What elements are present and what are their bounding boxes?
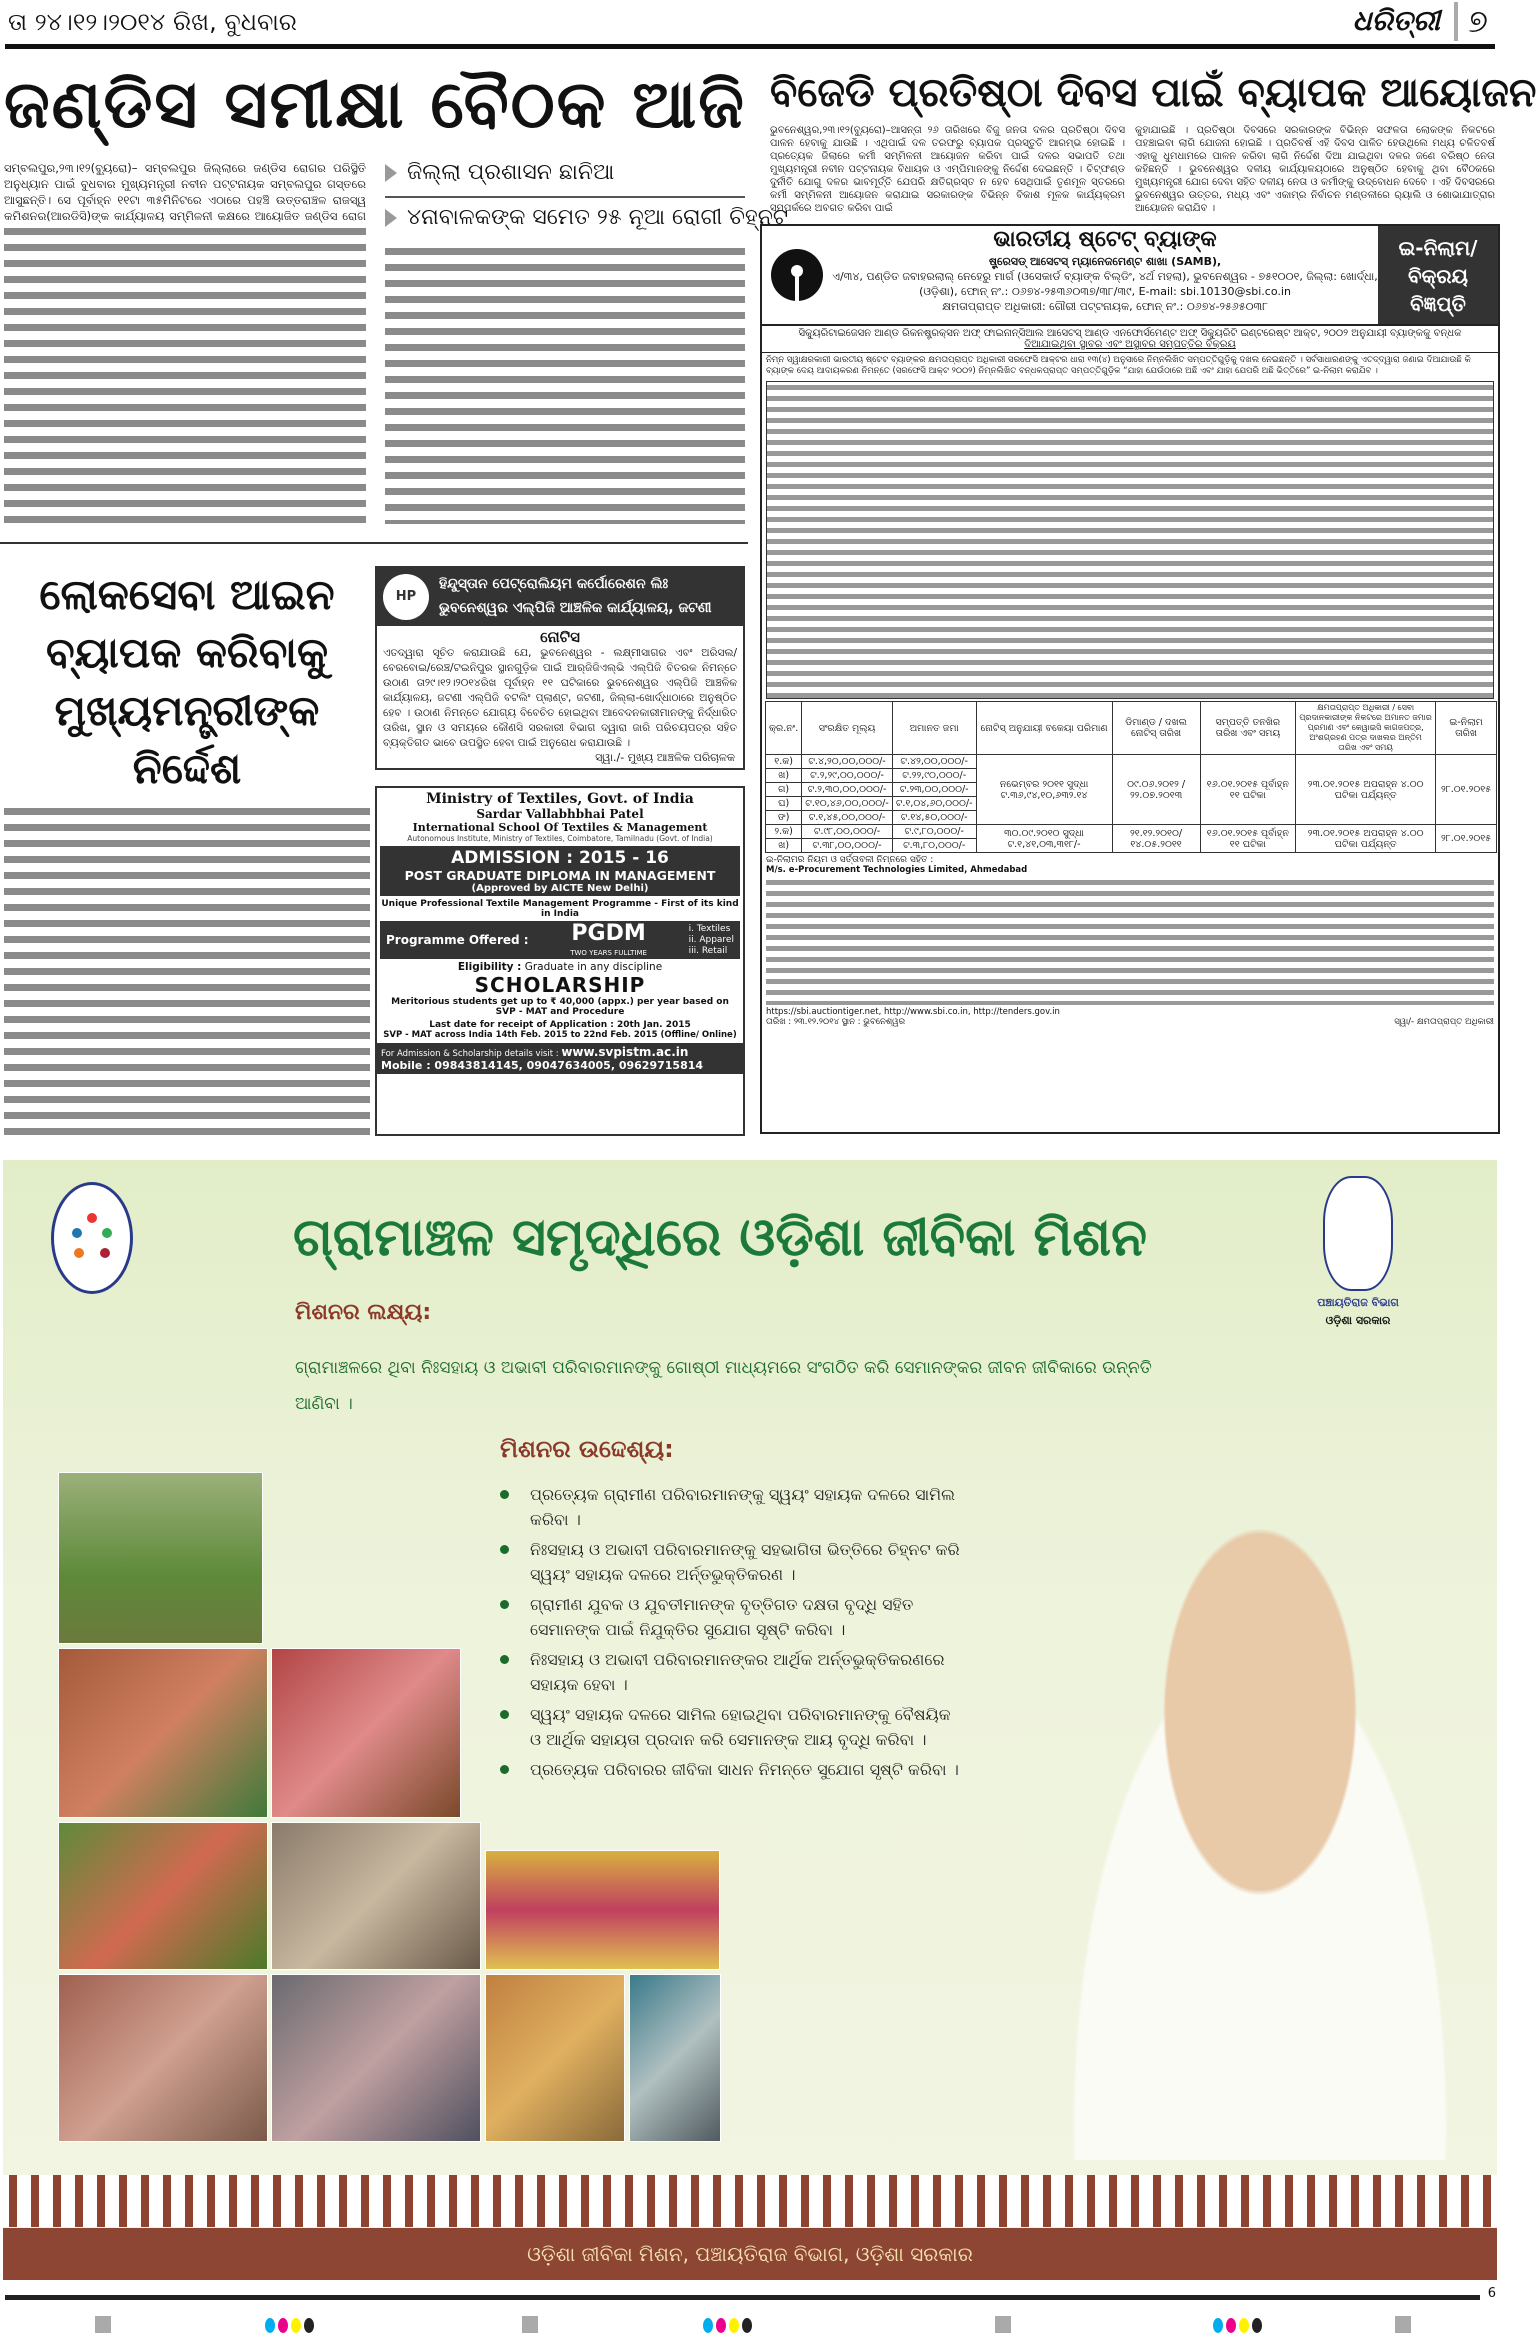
issue-date: ତା ୨୪।୧୨।୨୦୧୪ ରିଖ, ବୁଧବାର	[8, 8, 297, 36]
table-cell: ଟ.୨,୩୦,୦୦,୦୦୦/-	[802, 783, 893, 797]
table-cell: ଟ.୧୪,୫୦,୦୦୦/-	[892, 811, 976, 825]
scholarship-title: SCHOLARSHIP	[474, 973, 646, 997]
table-header-row	[766, 702, 1497, 755]
notice-date-cell: ୨୧.୧୨.୨୦୧୦/ ୧୪.୦୫.୨୦୧୧	[1112, 825, 1200, 853]
date-place: ତାରିଖ : ୨୩.୧୨.୨୦୧୪ ସ୍ଥାନ : ଭୁବନେଶ୍ୱର	[766, 1017, 906, 1027]
tribal-pattern-border	[3, 2175, 1497, 2227]
branch-contact: (ଓଡ଼ିଶା), ଫୋନ୍ ନଂ.: ୦୬୭୪-୨୫୩୬୦୩୭/୩୮/୩୯, E-mail: sbi.10130@sbi.co.in	[919, 285, 1291, 298]
goal-label: ମିଶନର ଲକ୍ଷ୍ୟ:	[295, 1300, 432, 1325]
registration-mark	[95, 2316, 111, 2333]
objectives-list	[496, 1482, 966, 1787]
dept-label: ପଞ୍ଚାୟତିରାଜ ବିଭାଗ	[1317, 1296, 1399, 1309]
subhead-patients: ୪ନାବାଳକଙ୍କ ସମେତ ୨୫ ନୂଆ ରୋଗୀ ଚିହ୍ନଟ	[385, 205, 788, 230]
odisha-livelihoods-mission-ad	[3, 1160, 1497, 2280]
duration: TWO YEARS FULLTIME	[570, 948, 647, 957]
table-cell: ଖ)	[766, 769, 802, 783]
table-cell: ଟ.୪୨,୦୦,୦୦୦/-	[892, 755, 976, 769]
table-cell: ଟ.୪,୨୦,୦୦,୦୦୦/-	[802, 755, 893, 769]
autonomous-note: Autonomous Institute, Ministry of Textiles, Coimbatore, Tamilnadu (Govt. of India)	[407, 834, 713, 843]
table-cell: ଟ.୨,୨୯,୦୦,୦୦୦/-	[802, 769, 893, 783]
stream-item: i. Textiles	[688, 923, 731, 934]
hp-logo: HP	[383, 574, 429, 620]
website-link[interactable]: www.svpistm.ac.in	[561, 1045, 689, 1059]
eligibility: Graduate in any discipline	[524, 961, 663, 973]
sbi-auction-ad	[760, 224, 1500, 1134]
e-auction-badge: ଇ-ନିଲାମ/ ବିକ୍ରୟ ବିଜ୍ଞପ୍ତି	[1378, 226, 1498, 324]
masthead-logo: ଧରିତ୍ରୀ	[1352, 4, 1440, 37]
print-page-marker: 6	[1487, 2286, 1496, 2301]
stream-item: iii. Retail	[688, 945, 728, 956]
notice-body: ଏତଦ୍ୱାରା ସୂଚିତ କରାଯାଉଛି ଯେ, ଭୁବନେଶ୍ୱର - ଲକ୍ଷ୍ମୀସାଗର ଏବଂ ଅରିସଲ/ ବେରବୋଇ/ରେଞ୍ଚ/ଟଇନିପୁର ସ୍ଥାନଗୁଡ଼ିକ ପାଇଁ ଆର୍‌ଜିଜିଏଲ୍‌ଭି ଏଲ୍‌ପିଜି ବିତରକ ନିମନ୍ତେ ଉଠାଣ ତା୨୯।୧୨।୨୦୧୪ରିଖ ପୂର୍ବାହ୍ନ ୧୧ ଘଟିକାରେ ଭୁବନେଶ୍ୱର ଏଲ୍‌ପିଜି ଆଞ୍ଚଳିକ କାର୍ଯ୍ୟାଳୟ, ଜଟଣୀ ଏଲ୍‌ପିଜି ବଟଲିଂ ପ୍ଲାଣ୍ଟ, ଜଟଣୀ, ଜିଲ୍ଲା-ଖୋର୍ଦ୍ଧାଠାରେ ଅନୁଷ୍ଠିତ ହେବ । ଉଠାଣ ନିମନ୍ତେ ଯୋଗ୍ୟ ବିବେଚିତ ହୋଇଥିବା ଆବେଦନକାରୀମାନଙ୍କୁ ନିର୍ଦ୍ଧାରିତ ତାରିଖ, ସ୍ଥାନ ଓ ସମୟରେ କୌଣସି ସରକାରୀ ବିଭାଗ ଦ୍ୱାରା ଜାରି ପରିଚୟପତ୍ର ସହିତ ବ୍ୟକ୍ତିଗତ ଭାବେ ଉପସ୍ଥିତ ହେବା ପାଇଁ ଅନୁରୋଧ କରାଯାଉଛି ।	[383, 647, 737, 749]
school-name-2: International School Of Textiles & Management	[412, 821, 708, 834]
hp-org: ହିନ୍ଦୁସ୍ତାନ ପେଟ୍ରୋଲିୟମ କର୍ପୋରେଶନ ଲିଃ	[439, 576, 669, 592]
property-descriptions	[766, 381, 1494, 699]
table-cell: ଟ.୨୩,୦୦,୦୦୦/-	[892, 783, 976, 797]
photo-chief-minister	[1023, 1520, 1497, 2160]
objective-item: ଗ୍ରାମୀଣ ଯୁବକ ଓ ଯୁବତୀମାନଙ୍କ ବୃତ୍ତିଗତ ଦକ୍ଷତା ବୃଦ୍ଧି ସହିତ ସେମାନଙ୍କ ପାଇଁ ନିଯୁକ୍ତିର ସୁଯୋଗ ସୃଷ୍ଟି କରିବା ।	[496, 1592, 966, 1642]
svp-mat-dates: SVP - MAT across India 14th Feb. 2015 to 22nd Feb. 2015 (Offline/ Online)	[383, 1030, 737, 1040]
story1-lead: ସମ୍ବଲପୁର,୨୩।୧୨(ବ୍ୟୁରୋ)– ସମ୍ବଲପୁର ଜିଲ୍ଲାରେ ଜଣ୍ଡିସ ରୋଗର ପରିସ୍ଥିତି ଅନୁଧ୍ୟାନ ପାଇଁ ବୁଧବାର ମୁଖ୍ୟମନ୍ତ୍ରୀ ନବୀନ ପଟ୍ଟନାୟକ ସମ୍ବଲପୁର ଗସ୍ତରେ ଆସୁଛନ୍ତି। ସେ ପୂର୍ବାହ୍ନ ୧୧ଟା ୩୫ମିନିଟରେ ଏଠାରେ ପହଞ୍ଚି ଉତ୍ତରାଞ୍ଚଳ ରାଜସ୍ୱ କମିଶନର(ଆରଡିସି)ଙ୍କ କାର୍ଯ୍ୟାଳୟ ସମ୍ମିଳନୀ କକ୍ଷରେ ଆୟୋଜିତ ଜଣ୍ଡିସ ରୋଗ	[4, 161, 366, 223]
story3-col2: କୁହାଯାଇଛି । ପ୍ରତିଷ୍ଠା ଦିବସରେ ସରକାରଙ୍କ ବିଭିନ୍ନ ସଫଳତା ଲୋକଙ୍କ ନିକଟରେ ପହଞ୍ଚାଇବା ଲାଗି ଯୋଜନା ହୋଇଛି । ପ୍ରତିବର୍ଷ ଏହି ଦିବସ ପାଳିତ ହେଉଥିଲେ ମଧ୍ୟ ଚଳିତବର୍ଷ ଏହାକୁ ଧୁମଧାମରେ ପାଳନ କରିବା ଲାଗି ନିର୍ଦ୍ଦେଶ ଦିଆ ଯାଇଥିବା ଦଳର ଜଣେ ବରିଷ୍ଠ ନେତା କହିଛନ୍ତି । ଭୁବନେଶ୍ୱର ଦଳୀୟ କାର୍ଯ୍ୟାଳୟଠାରେ ଅନୁଷ୍ଠିତ ହେବାକୁ ଥିବା ବୈଠକରେ ମୁଖ୍ୟମନ୍ତ୍ରୀ ଯୋଗ ଦେବା ସହିତ ଦଳୀୟ ନେତା ଓ କର୍ମୀଙ୍କୁ ଉଦ୍‌ବୋଧନ ଦେବେ । ଏହି ଦିବସରରେ ଭୁବନେଶ୍ୱର ଉତ୍ତର, ମଧ୍ୟ ଏବଂ ଏକାମ୍ର ନିର୍ବାଚନ ମଣ୍ଡଳୀରେ ର୍‍ୟାଲି ଓ ଶୋଭାଯାତ୍ରାର ଆୟୋଜନ କରାଯିବ ।	[1135, 125, 1495, 214]
registration-mark	[522, 2316, 538, 2333]
ministry-name: Ministry of Textiles, Govt. of India	[426, 791, 694, 807]
ad-title: ଗ୍ରାମାଞ୍ଚଳ ସମୃଦ୍ଧିରେ ଓଡ଼ିଶା ଜୀବିକା ମିଶନ	[293, 1208, 1147, 1268]
service-provider: M/s. e-Procurement Technologies Limited, Ahmedabad	[766, 865, 1028, 875]
photo-women-group-sunflowers	[485, 1850, 720, 1970]
photo-weaving	[271, 1648, 461, 1818]
story1-body-col2	[385, 244, 745, 524]
last-date: Last date for receipt of Application : 20th Jan. 2015	[429, 1020, 691, 1030]
section-divider	[0, 542, 748, 544]
cmyk-marks	[265, 2318, 314, 2333]
unique-programme: Unique Professional Textile Management Programme - First of its kind in India	[381, 899, 739, 919]
textiles-admission-ad	[375, 786, 745, 1136]
photo-tailoring	[58, 1974, 268, 2142]
auction-links[interactable]: https://sbi.auctiontiger.net, http://www.sbi.co.in, http://tenders.gov.in	[766, 1007, 1060, 1017]
programme-offered-label: Programme Offered :	[386, 933, 529, 947]
table-cell: ଘ)	[766, 797, 802, 811]
registration-mark	[995, 2316, 1011, 2333]
table-cell: ଟ.୧,୪୫,୦୦,୦୦୦/-	[802, 811, 893, 825]
terms-body	[766, 877, 1494, 1005]
eligibility-label: Eligibility :	[457, 961, 522, 973]
sbi-logo-icon	[762, 226, 832, 324]
ad-footer: ଓଡ଼ିଶା ଜୀବିକା ମିଶନ, ପଞ୍ଚାୟତିରାଜ ବିଭାଗ, ଓଡ଼ିଶା ସରକାର	[3, 2228, 1497, 2280]
story2	[4, 566, 370, 1136]
col-header: ନୋଟିସ୍ ଅନୁଯାୟୀ ବକେୟା ପରିମାଣ	[976, 702, 1112, 755]
stream-item: ii. Apparel	[688, 934, 734, 945]
table-cell: ଟ.୩,୮୦,୦୦୦/-	[892, 839, 976, 853]
col-header: କ୍ର.ନଂ.	[766, 702, 802, 755]
headline-bjd: ବିଜେଡି ପ୍ରତିଷ୍ଠା ଦିବସ ପାଇଁ ବ୍ୟାପକ ଆୟୋଜନ	[770, 70, 1536, 116]
deadline-cell: ୨୩.୦୧.୨୦୧୫ ଅପରାହ୍ନ ୪.୦୦ ଘଟିକା ପର୍ଯ୍ୟନ୍ତ	[1296, 825, 1436, 853]
table-row	[766, 825, 1497, 839]
col-header: ଇ-ନିଲାମ ତାରିଖ	[1436, 702, 1497, 755]
table-cell: ଟ.୧୦,୪୬,୦୦,୦୦୦/-	[802, 797, 893, 811]
objective-item: ନିଃସହାୟ ଓ ଅଭାବୀ ପରିବାରମାନଙ୍କୁ ସହଭାଗିତା ଭିତ୍ତିରେ ଚିହ୍ନଟ କରି ସ୍ୱୟଂ ସହାୟକ ଦଳରେ ଅର୍ନ୍ତଭୁକ୍ତିକରଣ ।	[496, 1537, 966, 1587]
inspection-cell: ୧୬.୦୧.୨୦୧୫ ପୂର୍ବାହ୍ନ ୧୧ ଘଟିକା	[1200, 755, 1296, 825]
registration-mark	[1395, 2316, 1411, 2333]
pgdm-full: POST GRADUATE DIPLOMA IN MANAGEMENT	[404, 868, 716, 883]
sale-title: ଦିଆଯାଇଥିବା ସ୍ଥାବର ଏବଂ ଅସ୍ଥାବର ସମ୍ପତ୍ତିର ବିକ୍ରୟ	[1024, 339, 1236, 350]
table-cell: ଗ)	[766, 783, 802, 797]
subhead-divider	[385, 196, 745, 198]
photo-handicraft	[271, 1974, 481, 2142]
col-header: ଡିମାଣ୍ଡ / ଦଖଲ ନୋଟିସ୍ ତାରିଖ	[1112, 702, 1200, 755]
page-bottom-rule	[5, 2295, 1480, 2300]
table-cell: ଟ.୧,୦୪,୬୦,୦୦୦/-	[892, 797, 976, 811]
table-cell: ଟ.୨୨,୯୦,୦୦୦/-	[892, 769, 976, 783]
olm-logo	[51, 1182, 133, 1294]
terms-title: ଇ-ନିଲାମର ନିୟମ ଓ ସର୍ତ୍ତାବଳୀ ନିମ୍ନରେ ସହିତ :	[766, 855, 934, 865]
notice-signature: ସ୍ୱା./- ମୁଖ୍ୟ ଆଞ୍ଚଳିକ ପରିଚାଳକ	[595, 751, 735, 764]
goal-text: ଗ୍ରାମାଞ୍ଚଳରେ ଥିବା ନିଃସହାୟ ଓ ଅଭାବୀ ପରିବାରମାନଙ୍କୁ ଗୋଷ୍ଠୀ ମାଧ୍ୟମରେ ସଂଗଠିତ କରି ସେମାନଙ୍କର ଜୀବନ ଜୀବିକାରେ ଉନ୍ନତି ଆଣିବା ।	[295, 1358, 1152, 1414]
table-row	[766, 755, 1497, 769]
headline-public-service-act: ଲୋକସେବା ଆଇନ ବ୍ୟାପକ କରିବାକୁ ମୁଖ୍ୟମନ୍ତ୍ରୀଙ୍କ ନିର୍ଦ୍ଦେଶ	[4, 566, 370, 798]
objective-item: ନିଃସହାୟ ଓ ଅଭାବୀ ପରିବାରମାନଙ୍କର ଆର୍ଥିକ ଅର୍ନ୍ତଭୁକ୍ତିକରଣରେ ସହାୟକ ହେବା ।	[496, 1647, 966, 1697]
photo-poultry	[271, 1822, 481, 1970]
story2-body	[4, 804, 370, 1136]
deadline-cell: ୨୩.୦୧.୨୦୧୫ ଅପରାହ୍ନ ୪.୦୦ ଘଟିକା ପର୍ଯ୍ୟନ୍ତ	[1296, 755, 1436, 825]
table-cell: ଟ.୯୮,୦୦,୦୦୦/-	[802, 825, 893, 839]
authorised-officer: କ୍ଷମତାପ୍ରାପ୍ତ ଅଧିକାରୀ: ଗୌରୀ ପଟ୍ଟନାୟକ, ଫୋନ୍ ନଂ.: ୦୬୭୪-୨୫୬୫୦୩୮	[942, 300, 1268, 313]
auction-table	[765, 701, 1497, 853]
sarfaesi-act: ସିକ୍ୟୁରିଟାଇଜେସନ ଆଣ୍ଡ ରିକନଷ୍ଟ୍ରକ୍ସନ ଅଫ୍ ଫାଇନାନ୍‌ସିଆଲ ଆସେଟସ୍ ଆଣ୍ଡ ଏନଫୋର୍ସମେଣ୍ଟ ଅଫ୍ ସିକ୍ୟୁରିଟି ଇଣ୍ଟରେଷ୍ଟ ଆକ୍ଟ, ୨୦୦୨ ଅନୁଯାୟୀ ବ୍ୟାଙ୍କକୁ ବନ୍ଧକ	[798, 328, 1462, 339]
auction-date-cell: ୨୮.୦୧.୨୦୧୫	[1436, 755, 1497, 825]
objective-item: ପ୍ରତ୍ୟେକ ଗ୍ରାମୀଣ ପରିବାରମାନଙ୍କୁ ସ୍ୱୟଂ ସହାୟକ ଦଳରେ ସାମିଲ କରିବା ।	[496, 1482, 966, 1532]
table-cell: ଟ.୩୮,୦୦,୦୦୦/-	[802, 839, 893, 853]
headline-jaundice: ଜଣ୍ଡିସ ସମୀକ୍ଷା ବୈଠକ ଆଜି	[4, 66, 746, 143]
cmyk-marks	[703, 2318, 752, 2333]
notice-date-cell: ୦୯.୦୬.୨୦୧୨ / ୨୨.୦୭.୨୦୧୩	[1112, 755, 1200, 825]
objectives-label: ମିଶନର ଉଦ୍ଦେଶ୍ୟ:	[500, 1435, 674, 1463]
mobile-numbers: Mobile : 09843814145, 09047634005, 09629715814	[381, 1059, 704, 1072]
dues-cell: ୩୦.୦୯.୨୦୧୦ ସୁଦ୍ଧା ଟ.୧,୪୧,୦୩,୩୧୮/-	[976, 825, 1112, 853]
school-name: Sardar Vallabhbhai Patel	[476, 807, 644, 821]
subhead-admin: ଜିଲ୍ଲା ପ୍ରଶାସନ ଛାନିଆ	[385, 160, 614, 185]
story1-body-col1	[4, 224, 366, 524]
photo-women-smiling	[485, 1974, 625, 2142]
visit-label: For Admission & Scholarship details visit :	[381, 1049, 559, 1059]
admission-year: ADMISSION : 2015 - 16	[451, 848, 669, 868]
table-cell: ୨.କ)	[766, 825, 802, 839]
objective-item: ପ୍ରତ୍ୟେକ ପରିବାରର ଜୀବିକା ସାଧନ ନିମନ୍ତେ ସୁଯୋଗ ସୃଷ୍ଟି କରିବା ।	[496, 1757, 966, 1782]
hp-office: ଭୁବନେଶ୍ୱର ଏଲ୍‌ପିଜି ଆଞ୍ଚଳିକ କାର୍ଯ୍ୟାଳୟ, ଜଟଣୀ	[439, 600, 712, 616]
page-number: ୭	[1454, 2, 1488, 41]
table-cell: ୧.କ)	[766, 755, 802, 769]
photo-training-center	[629, 1974, 721, 2142]
branch-address: ଏ/୩୪, ପଣ୍ଡିତ ଜବାହରଲାଲ୍ ନେହେରୁ ମାର୍ଗ (ଓସେକାର୍ଡ ବ୍ୟାଙ୍କ ବିଲ୍ଡିଂ, ୪ର୍ଥ ମହଲା), ଭୁବନେଶ୍ୱର - ୭୫୧୦୦୧, ଜିଲ୍ଲା: ଖୋର୍ଦ୍ଧା,	[832, 270, 1378, 283]
table-cell: ଟ.୯,୮୦,୦୦୦/-	[892, 825, 976, 839]
aicte-approval: (Approved by AICTE New Delhi)	[471, 883, 649, 894]
cmyk-marks	[1213, 2318, 1262, 2333]
col-header: ସମ୍ପତ୍ତି ତନଖିର ତାରିଖ ଏବଂ ସମୟ	[1200, 702, 1296, 755]
notice-title: ନୋଟିସ	[540, 628, 580, 646]
col-header: କ୍ଷମତାପ୍ରାପ୍ତ ଅଧିକାରୀ / ସେବା ପ୍ରଦାନକାରୀଙ୍କ ନିକଟରେ ଅମାନତ ଜମାର ପ୍ରମାଣ ଏବଂ କେୱାଇସି କାଗଜପତ୍ର, ଅଂଶଗ୍ରହଣ ପତ୍ର ଦାଖଲର ଅନ୍ତିମ ତାରିଖ ଏବଂ ସମୟ	[1296, 702, 1436, 755]
branch-name: ଷ୍ଟ୍ରେସଡ୍ ଆସେଟସ୍ ମ୍ୟାନେଜମେଣ୍ଟ ଶାଖା (SAMB),	[988, 255, 1222, 268]
photo-women-vegetables	[58, 1648, 268, 1818]
story3-col1: ଭୁବନେଶ୍ୱର,୨୩।୧୨(ବ୍ୟୁରୋ)–ଆସନ୍ତା ୨୬ ତାରିଖରେ ବିଜୁ ଜନତା ଦଳର ପ୍ରତିଷ୍ଠା ଦିବସ ପାଳନ ହେବାକୁ ଯାଉଛି । ଏଥିପାଇଁ ଦଳ ତରଫରୁ ବ୍ୟାପକ ପ୍ରସ୍ତୁତି ଆରମ୍ଭ ହୋଇଛି । ପ୍ରତ୍ୟେକ ଜିଲାରେ କର୍ମୀ ସମ୍ମିଳନୀ ଆୟୋଜନ କରିବା ପାଇଁ ଦଳର ସଭାପତି ତଥା ମୁଖ୍ୟମନ୍ତ୍ରୀ ନବୀନ ପଟ୍ଟନାୟକ ବିଧାୟକ ଓ ଏମ୍‌ପିମାନଙ୍କୁ ନିର୍ଦ୍ଦେଶ ଦେଇଛନ୍ତି । ଚିଟ୍‌ଫଣ୍ଡ ଦୁର୍ନୀତି ଯୋଗୁ ଦଳର ଭାବମୂର୍ତ୍ତି ଯେପରି କ୍ଷତିଗ୍ରସ୍ତ ନ ହେବ ସେଥିପାଇଁ ତୃଣମୂଳ ସ୍ତରରେ କର୍ମୀ ସମ୍ମିଳନୀ ଆୟୋଜନ କରାଯାଇ ସରକାରଙ୍କ ବିଭିନ୍ନ ବିକାଶ ମୂଳକ କାର୍ଯ୍ୟକ୍ରମ ସମ୍ପର୍କରେ ଅବଗତ କରିବା ପାଇଁ	[770, 125, 1125, 214]
sbi-signature: ସ୍ୱା/- କ୍ଷମତାପ୍ରାପ୍ତ ଅଧିକାରୀ	[1394, 1017, 1494, 1027]
auction-intro: ନିମ୍ନ ସ୍ୱାକ୍ଷରକାରୀ ଭାରତୀୟ ଷ୍ଟେଟ ବ୍ୟାଙ୍କର କ୍ଷମତାପ୍ରାପ୍ତ ଅଧିକାରୀ ସରଫେସି ଆକ୍ଟର ଧାରା ୧୩(୪) ଅନୁସାରେ ନିମ୍ନଲିଖିତ ସମ୍ପତ୍ତିଗୁଡ଼ିକୁ ଦଖଲ ନେଇଛନ୍ତି । ସର୍ବସାଧାରଣଙ୍କୁ ଏତଦ୍‌ଦ୍ୱାରା ଜଣାଇ ଦିଆଯାଉଛି କି ବ୍ୟାଙ୍କ ଦେୟ ଆଦାୟକରଣ ନିମନ୍ତେ (ସରଫେସି ଆକ୍ଟ ୨୦୦୨) ନିମ୍ନଲିଖିତ ବନ୍ଧକପ୍ରାପ୍ତ ସମ୍ପତ୍ତିଗୁଡ଼ିକ “ଯାହା ଯେଉଁଠାରେ ଅଛି ଏବଂ ଯାହା ଯେପରି ଅଛି ଭିତ୍ତିରେ” ଇ-ନିଲାମ କରାଯିବ ।	[766, 355, 1471, 376]
table-cell: ଙ)	[766, 811, 802, 825]
hp-notice-ad	[375, 566, 745, 770]
bank-name: ଭାରତୀୟ ଷ୍ଟେଟ୍ ବ୍ୟାଙ୍କ	[993, 227, 1217, 252]
col-header: ସଂରକ୍ଷିତ ମୂଲ୍ୟ	[802, 702, 893, 755]
auction-date-cell: ୨୮.୦୧.୨୦୧୫	[1436, 825, 1497, 853]
objective-item: ସ୍ୱୟଂ ସହାୟକ ଦଳରେ ସାମିଲ ହୋଇଥିବା ପରିବାରମାନଙ୍କୁ ବୈଷୟିକ ଓ ଆର୍ଥିକ ସହାୟତା ପ୍ରଦାନ କରି ସେମାନଙ୍କ ଆୟ ବୃଦ୍ଧି କରିବା ।	[496, 1702, 966, 1752]
header-rule	[5, 44, 1495, 49]
col-header: ଅମାନତ ଜମା	[892, 702, 976, 755]
odisha-govt-emblem	[1323, 1176, 1393, 1291]
photo-cabbage-farm	[58, 1822, 268, 1970]
table-cell: ଖ)	[766, 839, 802, 853]
scholarship-text: Meritorious students get up to ₹ 40,000 (appx.) per year based on SVP - MAT and Procedure	[391, 997, 729, 1017]
photo-paddy-field	[58, 1472, 263, 1644]
inspection-cell: ୧୬.୦୧.୨୦୧୫ ପୂର୍ବାହ୍ନ ୧୧ ଘଟିକା	[1200, 825, 1296, 853]
dues-cell: ନଭେମ୍ବର ୨୦୧୧ ସୁଦ୍ଧା ଟ.୩୬,୯୪,୧୦,୬୩୨.୧୪	[976, 755, 1112, 825]
pgdm-label: PGDM	[571, 920, 646, 946]
govt-label: ଓଡ଼ିଶା ସରକାର	[1325, 1314, 1391, 1327]
